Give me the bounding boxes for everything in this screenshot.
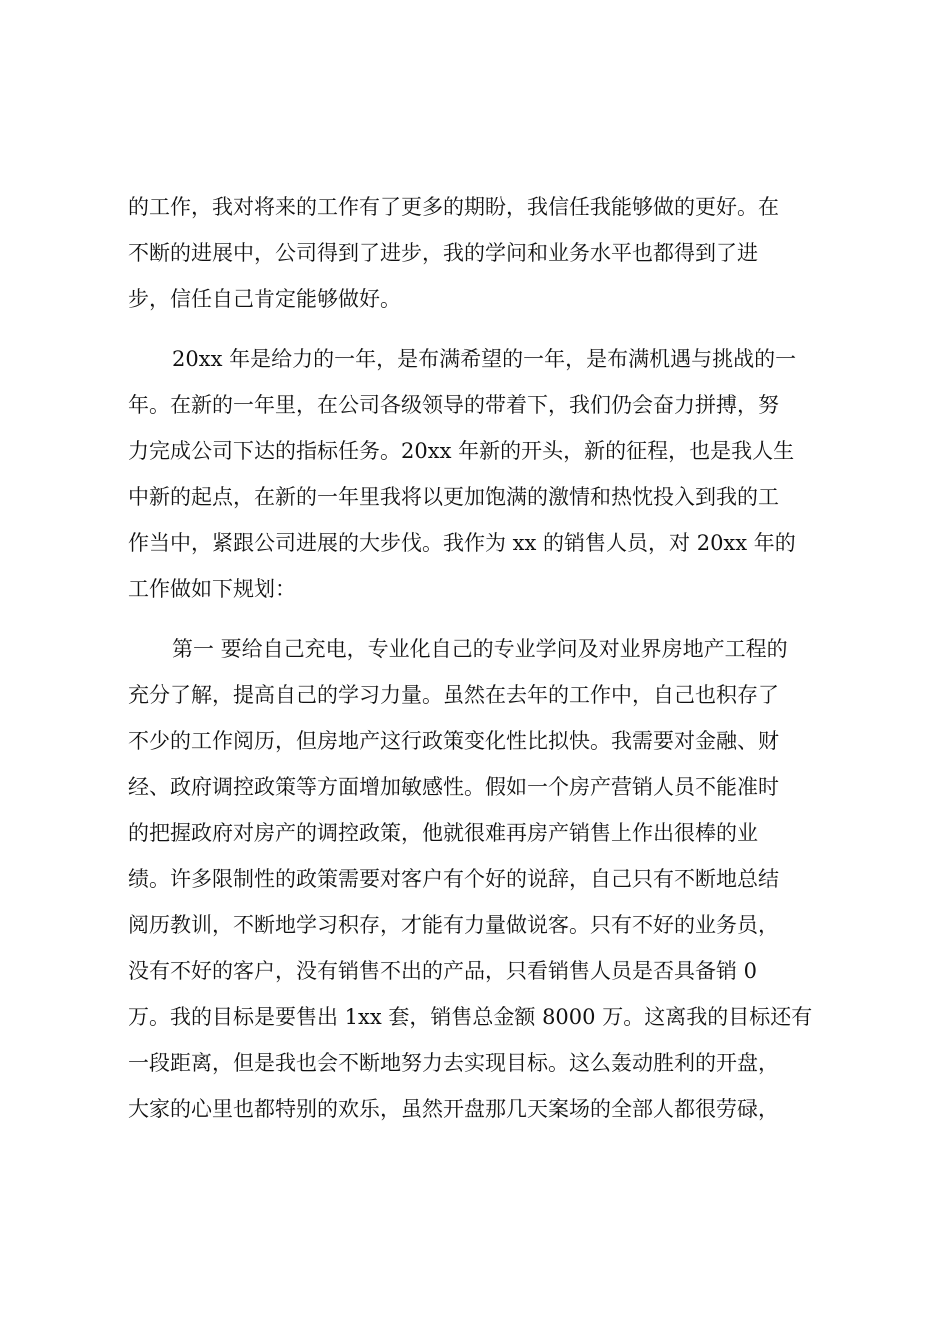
- text-line: 的把握政府对房产的调控政策，他就很难再房产销售上作出很棒的业: [128, 821, 758, 845]
- text-line: 充分了解，提高自己的学习力量。虽然在去年的工作中，自己也积存了: [128, 683, 779, 707]
- text-line: 阅历教训，不断地学习积存，才能有力量做说客。只有不好的业务员，: [128, 913, 779, 937]
- text-line: 作当中，紧跟公司进展的大步伐。我作为 xx 的销售人员，对 20xx 年的: [128, 531, 796, 555]
- text-line: 工作做如下规划：: [128, 577, 296, 601]
- paragraph-outlook: [128, 336, 834, 612]
- text-line: 万。我的目标是要售出 1xx 套，销售总金额 8000 万。这离我的目标还有: [128, 1005, 813, 1029]
- text-line: 没有不好的客户，没有销售不出的产品，只看销售人员是否具备销 0: [128, 959, 758, 983]
- text-line: 力完成公司下达的指标任务。20xx 年新的开头，新的征程，也是我人生: [128, 439, 795, 463]
- text-line: 步，信任自己肯定能够做好。: [128, 287, 401, 311]
- text-line: 不少的工作阅历，但房地产这行政策变化性比拟快。我需要对金融、财: [128, 729, 779, 753]
- text-line: 的工作，我对将来的工作有了更多的期盼，我信任我能够做的更好。在: [128, 195, 779, 219]
- text-line: 中新的起点，在新的一年里我将以更加饱满的激情和热忱投入到我的工: [128, 485, 779, 509]
- paragraph-continuation: [128, 184, 834, 322]
- text-line: 第一 要给自己充电，专业化自己的专业学问及对业界房地产工程的: [172, 637, 788, 661]
- text-line: 绩。许多限制性的政策需要对客户有个好的说辞，自己只有不断地总结: [128, 867, 779, 891]
- text-line: 不断的进展中，公司得到了进步，我的学问和业务水平也都得到了进: [128, 241, 758, 265]
- document-body: [128, 184, 834, 1132]
- paragraph-plan-first: [128, 626, 834, 1132]
- text-line: 年。在新的一年里，在公司各级领导的带着下，我们仍会奋力拼搏，努: [128, 393, 779, 417]
- text-line: 经、政府调控政策等方面增加敏感性。假如一个房产营销人员不能准时: [128, 775, 779, 799]
- text-line: 大家的心里也都特别的欢乐，虽然开盘那几天案场的全部人都很劳碌，: [128, 1097, 779, 1121]
- text-line: 20xx 年是给力的一年，是布满希望的一年，是布满机遇与挑战的一: [172, 347, 797, 371]
- text-line: 一段距离，但是我也会不断地努力去实现目标。这么轰动胜利的开盘，: [128, 1051, 779, 1075]
